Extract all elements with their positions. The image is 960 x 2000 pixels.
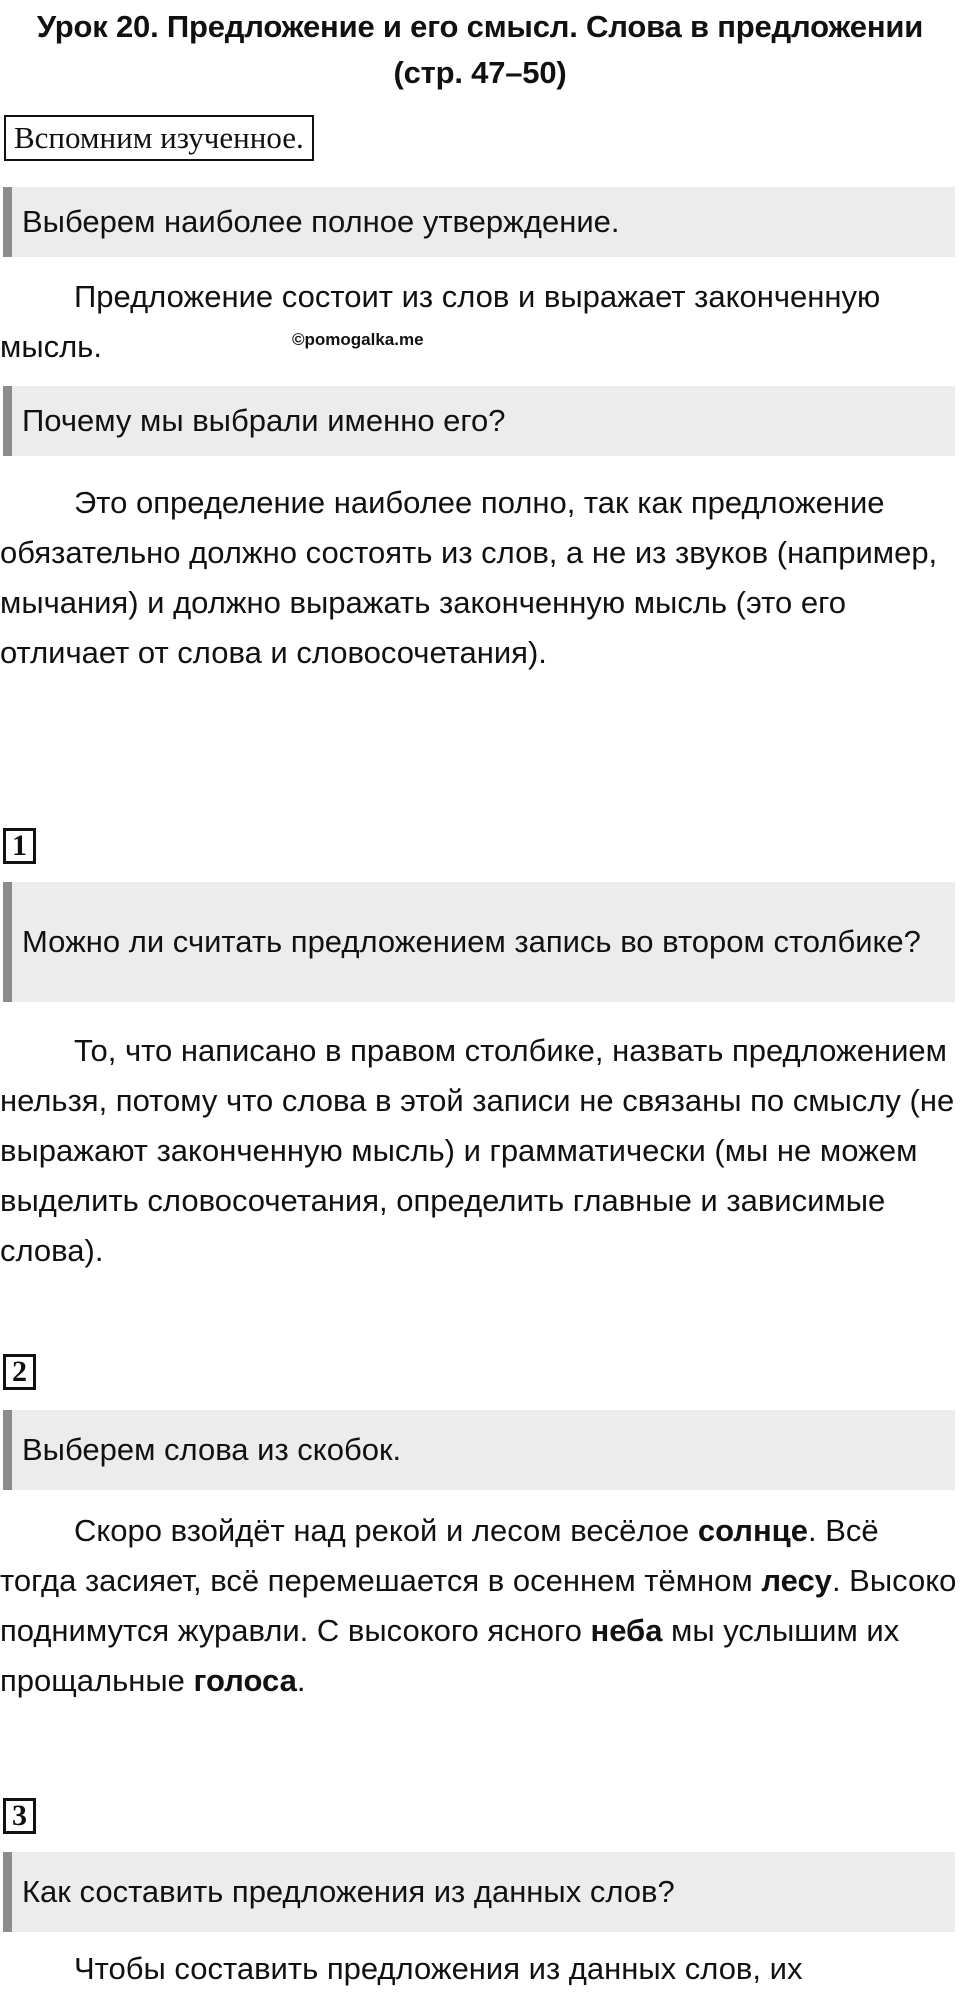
question-text: Выберем слова из скобок. [22,1432,402,1467]
answer-bold-word: неба [590,1613,663,1648]
answer-bold-word: голоса [193,1663,297,1698]
title-line-2: (стр. 47–50) [393,55,567,90]
answer-paragraph-task-3: Чтобы составить предложения из данных слов, их [74,1951,803,1986]
task-number-3: 3 [3,1798,36,1834]
watermark-text: ©pomogalka.me [292,330,424,349]
answer-paragraph-best-statement: Предложение состоит из слов и выражает законченную мысль. [0,279,881,364]
title-line-1: Урок 20. Предложение и его смысл. Слова в предложении [36,9,924,44]
answer-text: мы услышим их прощальные [0,1613,900,1698]
question-bar-best-statement [3,187,955,257]
answer-paragraph-task-2 [0,1506,958,1706]
task-number-1: 1 [3,828,36,864]
question-text: Как составить предложения из данных слов? [22,1874,675,1909]
question-bar-task-2 [3,1410,955,1490]
answer-text: . Всё тогда засияет, всё перемешается в осеннем тёмном [0,1513,879,1598]
answer-paragraph-why: Это определение наиболее полно, так как предложение обязательно должно состоять из слов, а не из звуков (например, мычания) и должно выражать законченную мысль (это его отличает от слова и словосочетания). [0,485,938,670]
recall-label: Вспомним изученное. [4,115,314,161]
question-bar-why [3,386,955,456]
answer-text: Скоро взойдёт над рекой и лесом весёлое [74,1513,698,1548]
question-bar-task-1 [3,882,955,1002]
answer-bold-word: солнце [697,1513,808,1548]
answer-text: . [296,1663,306,1698]
page-title [0,4,960,96]
question-text: Почему мы выбрали именно его? [22,403,506,438]
question-text: Выберем наиболее полное утверждение. [22,204,620,239]
answer-bold-word: лесу [761,1563,832,1598]
answer-text: . Высоко поднимутся журавли. С высокого ясного [0,1563,957,1648]
task-number-2: 2 [3,1354,36,1390]
answer-paragraph-task-1: То, что написано в правом столбике, назвать предложением нельзя, потому что слова в этой записи не связаны по смыслу (не выражают законченную мысль) и грамматически (мы не можем выделить словосочетания, определить главные и зависимые слова). [0,1033,955,1268]
question-bar-task-3 [3,1852,955,1932]
question-text: Можно ли считать предложением запись во втором столбике? [22,924,921,959]
